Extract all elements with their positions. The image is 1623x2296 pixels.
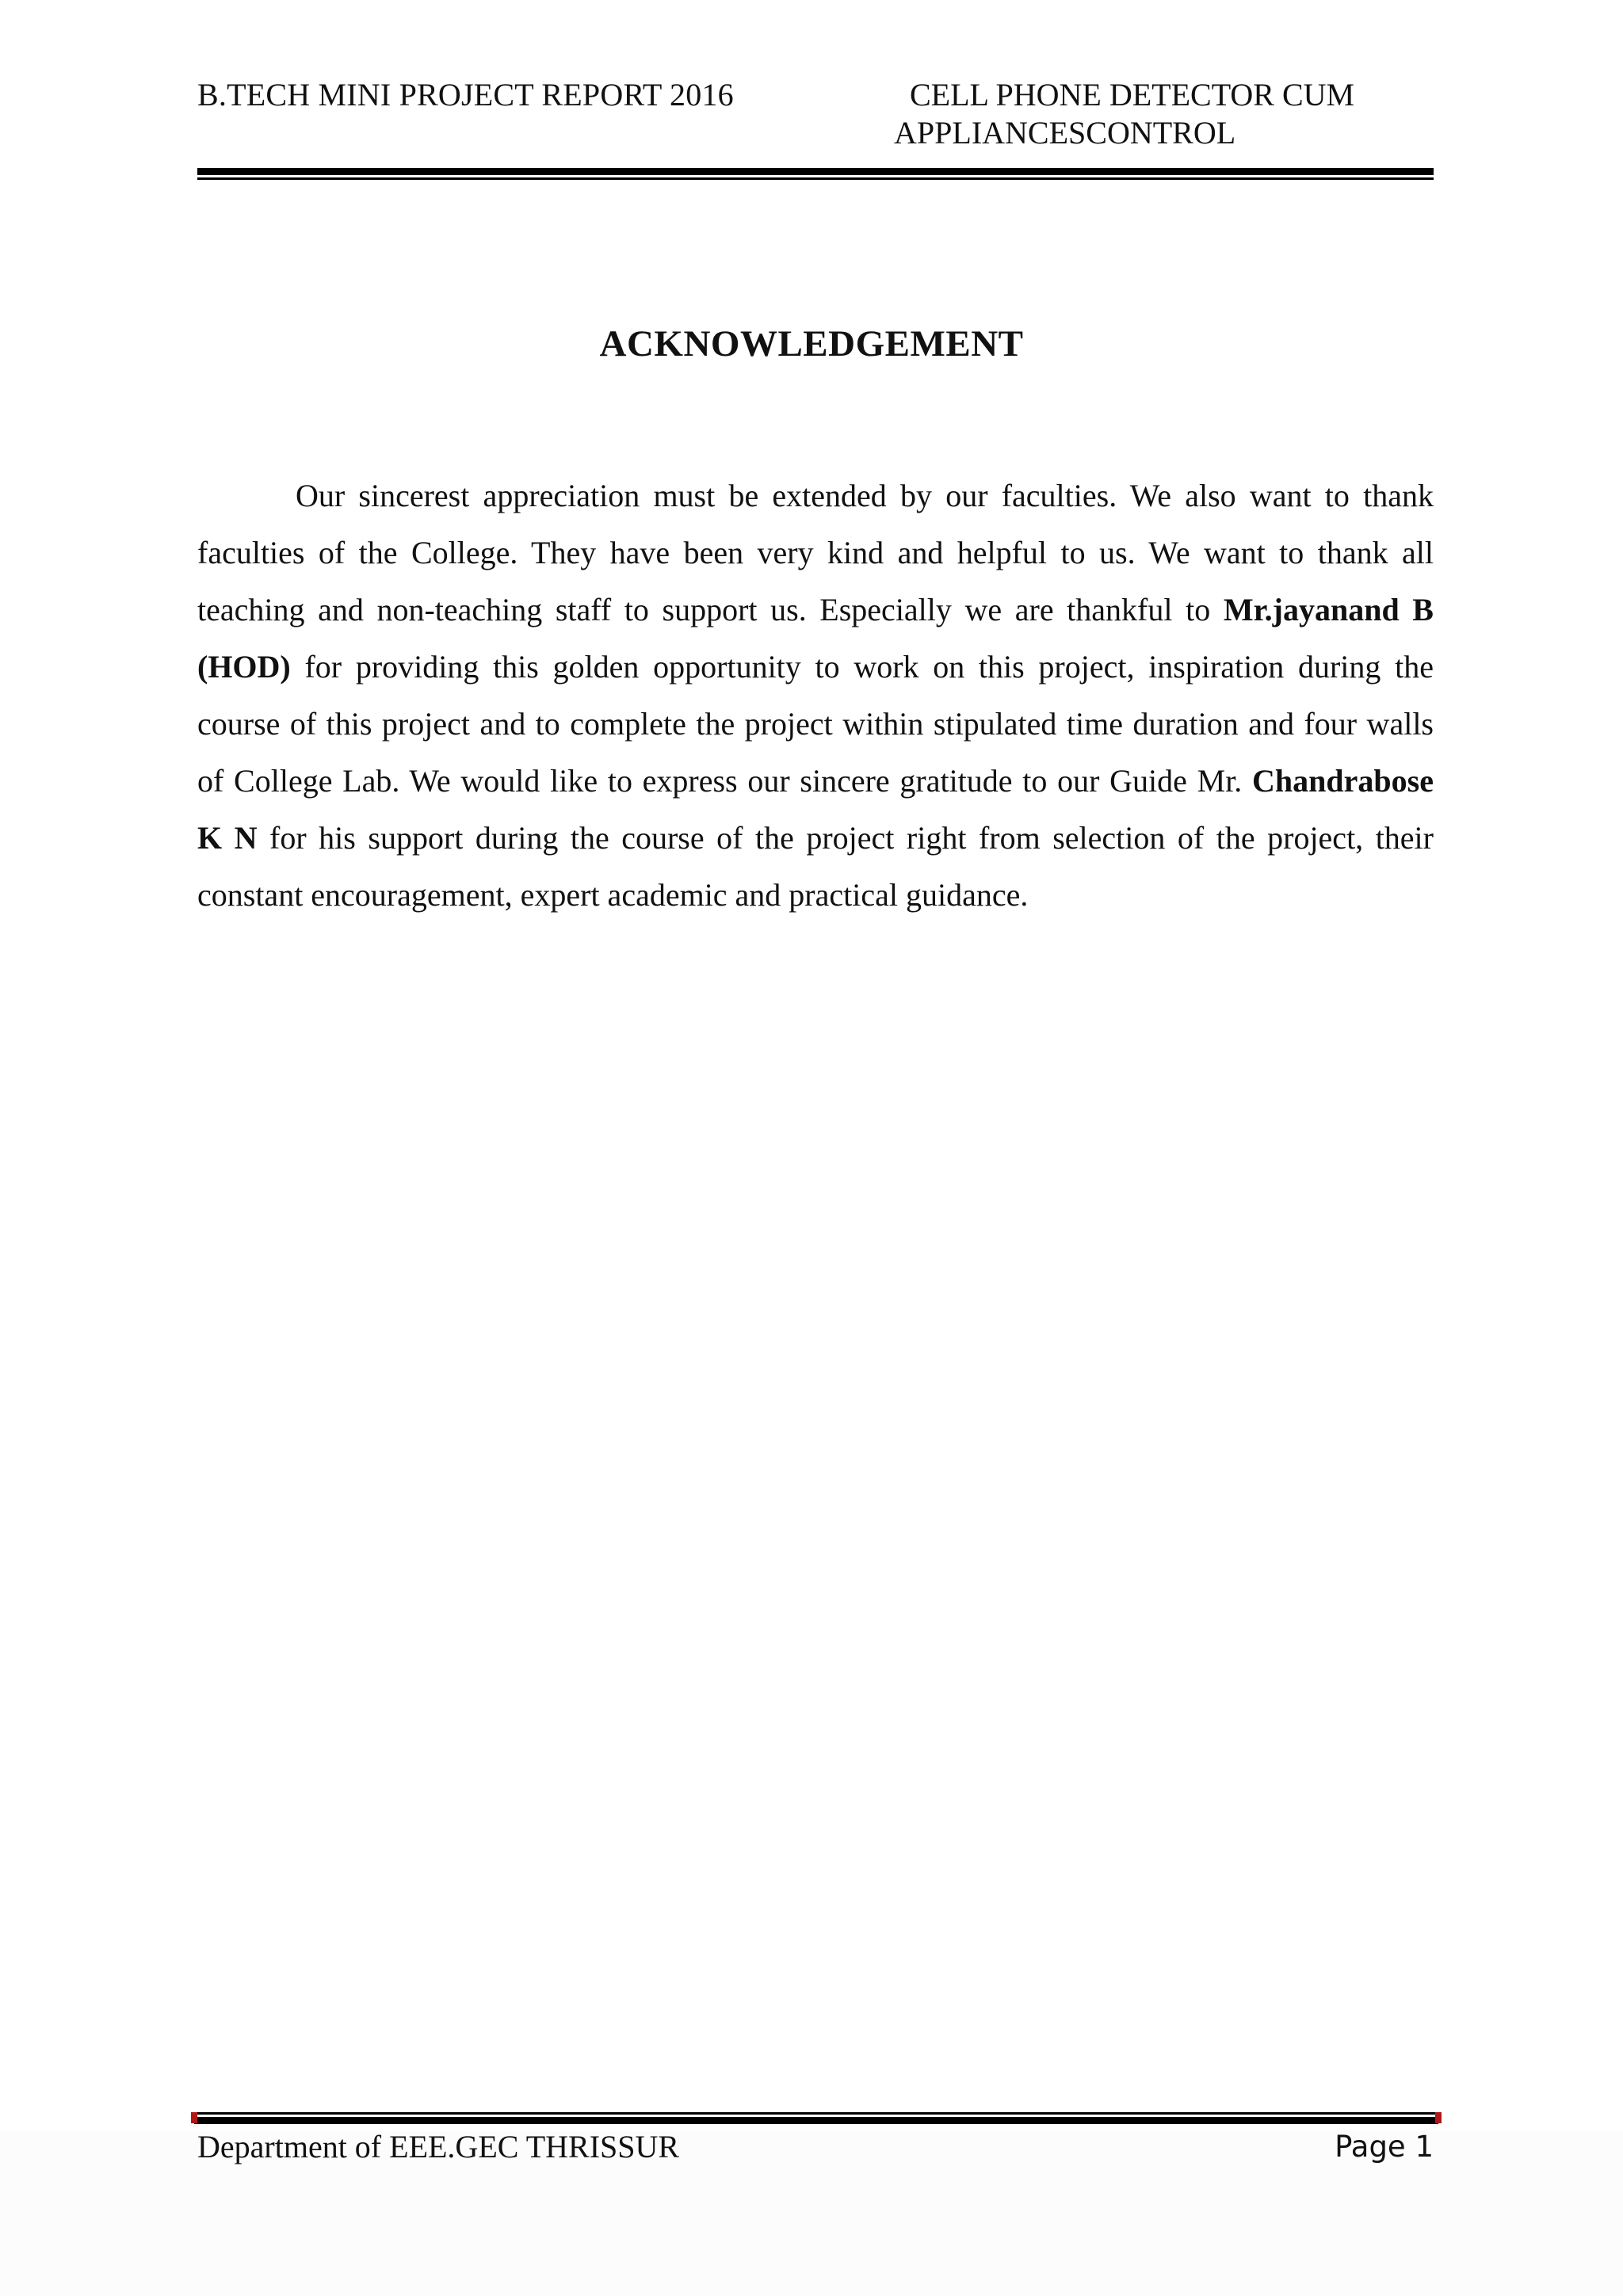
paragraph-text-1: Our sincerest appreciation must be extended by our faculties. We also want to thank faculties of the College. They have been very kind and helpful to us. We want to thank all teaching and non-teaching staff to support us. Especially we are thankful to	[197, 478, 1434, 627]
header-project-title	[894, 76, 1449, 152]
paragraph-text-2: for providing this golden opportunity to work on this project, inspiration during the course of this project and to complete the project within stipulated time duration and four walls of College Lab. We would like to express our sincere gratitude to our Guide Mr.	[197, 649, 1434, 799]
header-project-title-line1: CELL PHONE DETECTOR CUM	[910, 77, 1355, 113]
page-title: ACKNOWLEDGEMENT	[599, 323, 1024, 364]
header-project-title-line2: APPLIANCESCONTROL	[894, 115, 1236, 151]
hod-name: Mr.jayanand B (HOD)	[197, 592, 1434, 685]
footer-department: Department of EEE.GEC THRISSUR	[197, 2129, 680, 2164]
header-divider	[197, 168, 1434, 181]
guide-name: Chandrabose K N	[197, 763, 1434, 856]
header-report-title: B.TECH MINI PROJECT REPORT 2016	[197, 77, 734, 113]
paragraph-text-3: for his support during the course of the project right from selection of the project, their constant encouragement, expert academic and practical guidance.	[197, 820, 1434, 913]
acknowledgement-paragraph	[197, 467, 1434, 924]
footer-divider	[194, 2112, 1438, 2125]
footer-page-number: Page 1	[1335, 2130, 1434, 2164]
